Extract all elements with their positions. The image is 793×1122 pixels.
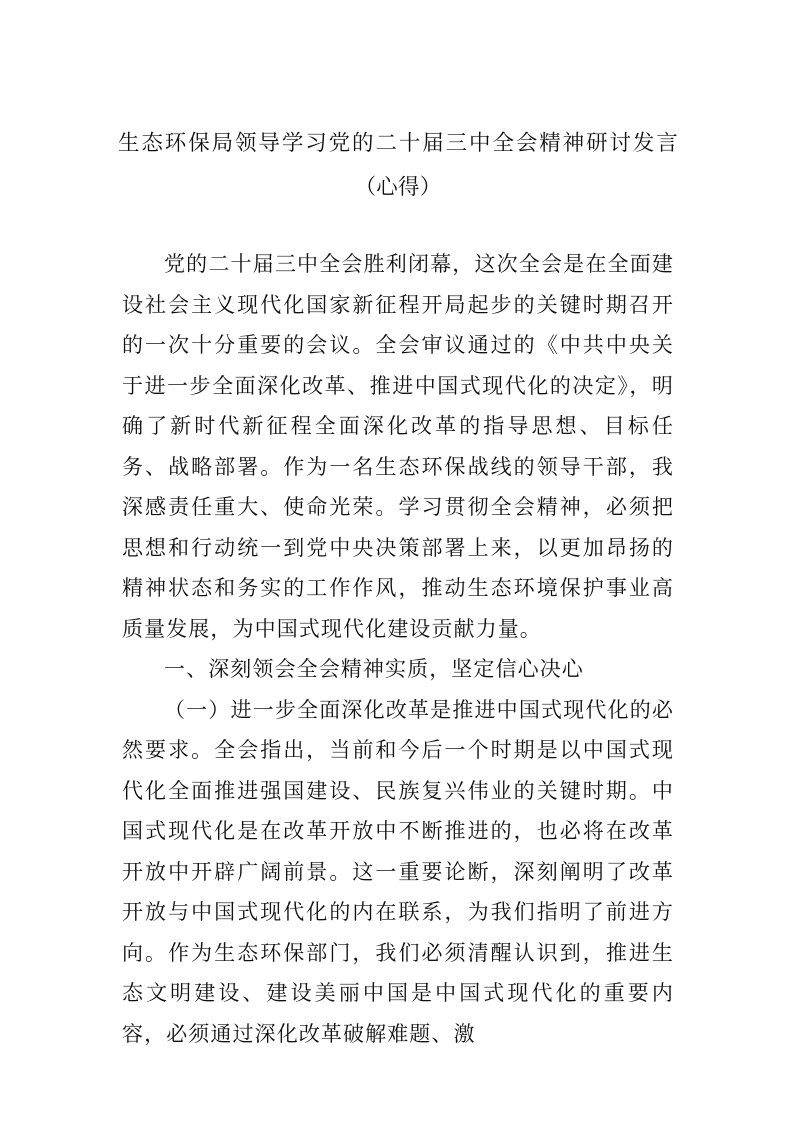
intro-paragraph: 党的二十届三中全会胜利闭幕，这次全会是在全面建设社会主义现代化国家新征程开局起步的关键时期召开的一次十分重要的会议。全会审议通过的《中共中央关于进一步全面深化改革、推进中国式现代化的决定》，明确了新时代新征程全面深化改革的指导思想、目标任务、战略部署。作为一名生态环保战线的领导干部，我深感责任重大、使命光荣。学习贯彻全会精神，必须把思想和行动统一到党中央决策部署上来，以更加昂扬的精神状态和务实的工作作风，推动生态环境保护事业高质量发展，为中国式现代化建设贡献力量。 bbox=[122, 252, 674, 641]
section-heading-1: 一、深刻领会全会精神实质，坚定信心决心 bbox=[164, 657, 584, 681]
document-title: 生态环保局领导学习党的二十届三中全会精神研讨发言（心得） bbox=[118, 131, 678, 200]
subsection-paragraph-1: （一）进一步全面深化改革是推进中国式现代化的必然要求。全会指出，当前和今后一个时期是以中国式现代化全面推进强国建设、民族复兴伟业的关键时期。中国式现代化是在改革开放中不断推进的，也必将在改革开放中开辟广阔前景。这一重要论断，深刻阐明了改革开放与中国式现代化的内在联系，为我们指明了前进方向。作为生态环保部门，我们必须清醒认识到，推进生态文明建设、建设美丽中国是中国式现代化的重要内容，必须通过深化改革破解难题、激 bbox=[122, 697, 674, 1046]
document-body bbox=[122, 244, 674, 1054]
